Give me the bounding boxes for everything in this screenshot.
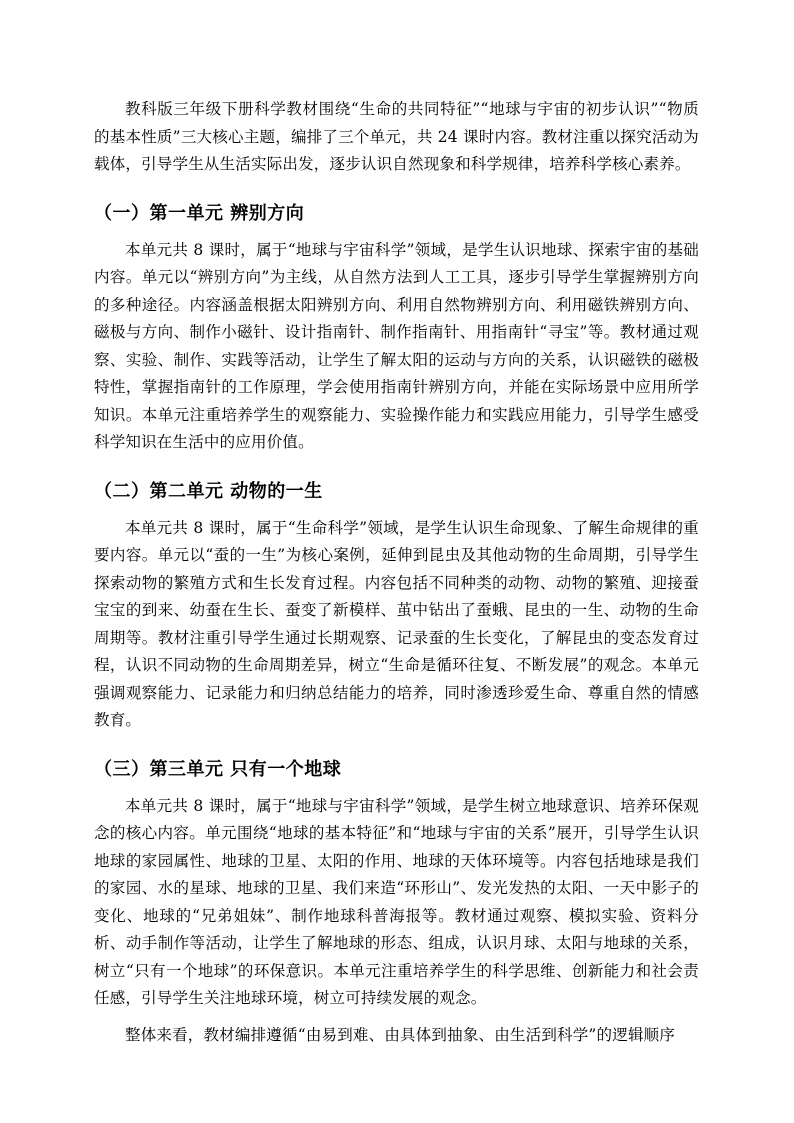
intro-paragraph: 教科版三年级下册科学教材围绕“生命的共同特征”“地球与宇宙的初步认识”“物质的基本性质”三大核心主题，编排了三个单元，共 24 课时内容。教材注重以探究活动为载体，引导学生从生活实际出发，逐步认识自然现象和科学规律，培养科学核心素养。 [94,100,699,173]
document-page [94,96,699,1049]
section-body-unit-3: 本单元共 8 课时，属于“地球与宇宙科学”领域，是学生树立地球意识、培养环保观念的核心内容。单元围绕“地球的基本特征”和“地球与宇宙的关系”展开，引导学生认识地球的家园属性、地球的卫星、太阳的作用、地球的天体环境等。内容包括地球是我们的家园、水的星球、地球的卫星、我们来造“环形山”、发光发热的太阳、一天中影子的变化、地球的“兄弟姐妹”、制作地球科普海报等。教材通过观察、模拟实验、资料分析、动手制作等活动，让学生了解地球的形态、组成，认识月球、太阳与地球的关系，树立“只有一个地球”的环保意识。本单元注重培养学生的科学思维、创新能力和社会责任感，引导学生关注地球环境，树立可持续发展的观念。 [94,796,699,1007]
section-heading-unit-3: （三）第三单元 只有一个地球 [94,758,342,780]
closing-paragraph: 整体来看，教材编排遵循“由易到难、由具体到抽象、由生活到科学”的逻辑顺序 [125,1025,676,1044]
section-body-unit-1: 本单元共 8 课时，属于“地球与宇宙科学”领域，是学生认识地球、探索宇宙的基础内容。单元以“辨别方向”为主线，从自然方法到人工工具，逐步引导学生掌握辨别方向的多种途径。内容涵盖根据太阳辨别方向、利用自然物辨别方向、利用磁铁辨别方向、磁极与方向、制作小磁针、设计指南针、制作指南针、用指南针“寻宝”等。教材通过观察、实验、制作、实践等活动，让学生了解太阳的运动与方向的关系，认识磁铁的磁极特性，掌握指南针的工作原理，学会使用指南针辨别方向，并能在实际场景中应用所学知识。本单元注重培养学生的观察能力、实验操作能力和实践应用能力，引导学生感受科学知识在生活中的应用价值。 [94,240,699,451]
section-heading-unit-1: （一）第一单元 辨别方向 [94,202,305,224]
section-body-unit-2: 本单元共 8 课时，属于“生命科学”领域，是学生认识生命现象、了解生命规律的重要内容。单元以“蚕的一生”为核心案例，延伸到昆虫及其他动物的生命周期，引导学生探索动物的繁殖方式和生长发育过程。内容包括不同种类的动物、动物的繁殖、迎接蚕宝宝的到来、幼蚕在生长、蚕变了新模样、茧中钻出了蚕蛾、昆虫的一生、动物的生命周期等。教材注重引导学生通过长期观察、记录蚕的生长变化，了解昆虫的变态发育过程，认识不同动物的生命周期差异，树立“生命是循环往复、不断发展”的观念。本单元强调观察能力、记录能力和归纳总结能力的培养，同时渗透珍爱生命、尊重自然的情感教育。 [94,518,699,729]
section-heading-unit-2: （二）第二单元 动物的一生 [94,480,323,502]
